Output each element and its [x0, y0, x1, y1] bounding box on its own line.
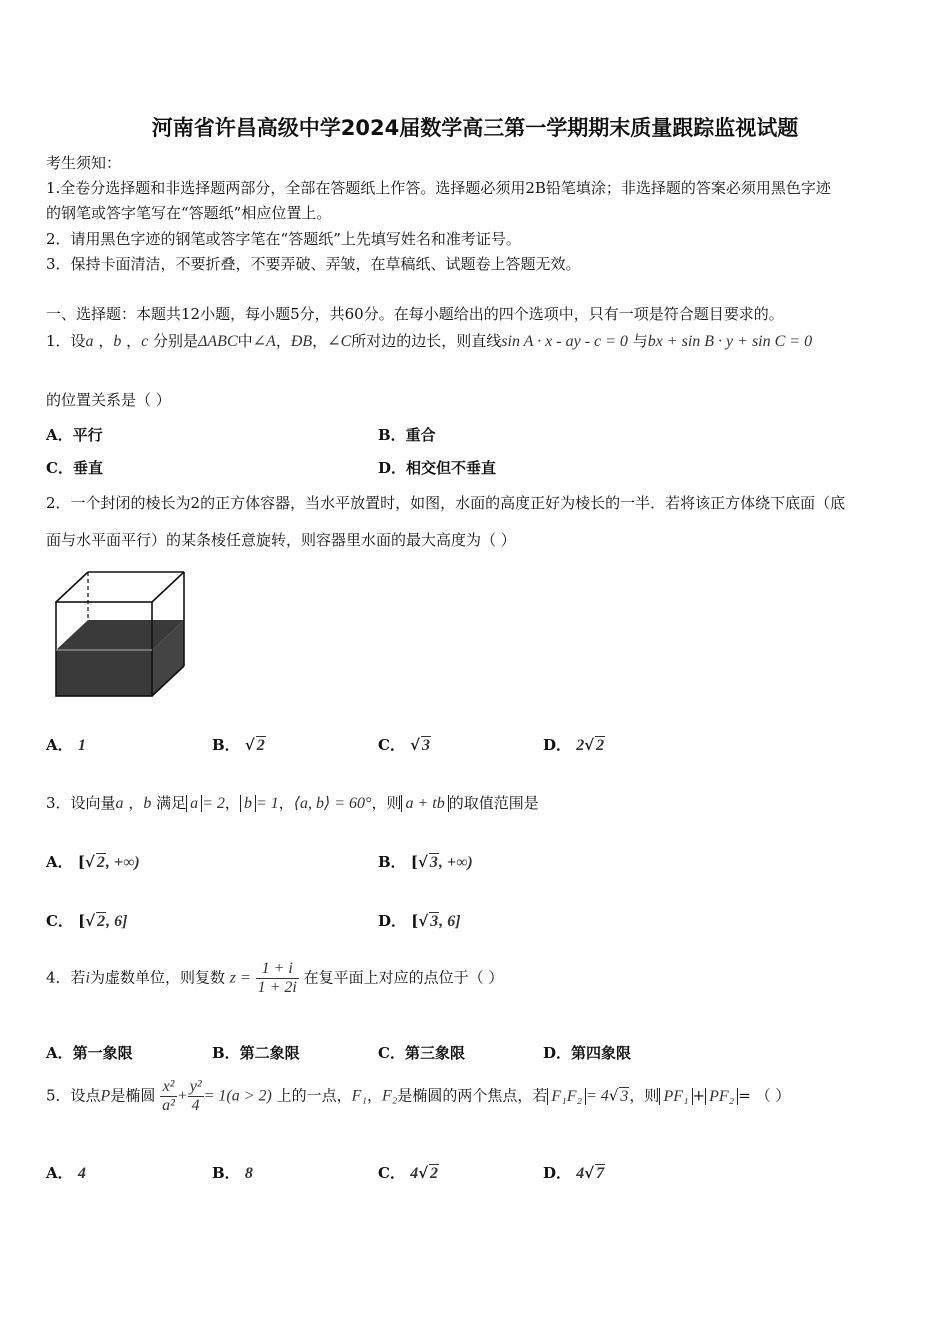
notice-item-3: 3．保持卡面清洁，不要折叠，不要弄破、弄皱，在草稿纸、试题卷上答题无效。 — [46, 255, 581, 273]
question-2-line-2: 面与水平面平行）的某条棱任意旋转，则容器里水面的最大高度为（ ） — [46, 531, 516, 549]
q2-option-b[interactable]: B． √ 2 — [212, 736, 265, 754]
question-1-stem: 1．设a ，b ，c 分别是ΔABC中∠A，ÐB，∠C所对边的边长，则直线sin A · x - ay - c = 0 与bx + sin B · y + sin C = 0 — [46, 332, 813, 350]
notice-item-1a: 1.全卷分选择题和非选择题两部分，全部在答题纸上作答。选择题必须用2B铅笔填涂；非选择题的答案必须用黑色字迹 — [46, 179, 831, 197]
question-2-line-1: 2．一个封闭的棱长为2的正方体容器，当水平放置时，如图，水面的高度正好为棱长的一半．若将该正方体绕下底面（底 — [46, 494, 846, 512]
cube-container-figure — [50, 568, 190, 700]
q1-option-c[interactable]: C．垂直 — [46, 459, 103, 477]
q2-option-a[interactable]: A． 1 — [46, 736, 86, 754]
question-1-tail: 的位置关系是（ ） — [46, 391, 171, 409]
q4-option-d[interactable]: D．第四象限 — [543, 1044, 632, 1062]
q5-option-a[interactable]: A． 4 — [46, 1164, 86, 1182]
q4-option-b[interactable]: B．第二象限 — [212, 1044, 300, 1062]
q4-option-c[interactable]: C．第三象限 — [378, 1044, 465, 1062]
q5-option-d[interactable]: D． 4√ 7 — [543, 1164, 605, 1182]
notice-heading: 考生须知： — [46, 154, 122, 172]
notice-item-2: 2．请用黑色字迹的钢笔或答字笔在“答题纸”上先填写姓名和准考证号。 — [46, 230, 521, 248]
section-heading: 一、选择题：本题共12小题，每小题5分，共60分。在每小题给出的四个选项中，只有一项是符合题目要求的。 — [46, 305, 784, 323]
q5-option-b[interactable]: B． 8 — [212, 1164, 253, 1182]
q1-option-b[interactable]: B．重合 — [378, 426, 436, 444]
q5-option-c[interactable]: C． 4√ 2 — [378, 1164, 439, 1182]
q1-option-d[interactable]: D．相交但不垂直 — [378, 459, 497, 477]
q3-option-a[interactable]: A． [√ 2, +∞) — [46, 853, 140, 871]
question-3-stem: 3．设向量a ，b 满足 a = 2， b = 1，⟨a, b⟩ = 60°，则 a + tb 的取值范围是 — [46, 794, 539, 812]
q1-option-a[interactable]: A．平行 — [46, 426, 103, 444]
q3-option-d[interactable]: D． [√ 3, 6] — [378, 912, 461, 930]
q2-option-c[interactable]: C． √ 3 — [378, 736, 431, 754]
question-5-stem: 5．设点P是椭圆 $\frac{\text{x²}}{\text{a²}}$ + $\frac{\text{y²}}{4}$ = 1(a > 2) 上的一点，F₁，F₂是椭圆的两个焦点，若 F₁F₂ = 4√ 3，则 PF₁ + PF₂ = （ ） — [46, 1078, 791, 1114]
page-title: 河南省许昌高级中学2024届数学高三第一学期期末质量跟踪监视试题 — [151, 116, 799, 140]
q2-option-d[interactable]: D． 2√ 2 — [543, 736, 605, 754]
q4-option-a[interactable]: A．第一象限 — [46, 1044, 133, 1062]
q3-option-c[interactable]: C． [√ 2, 6] — [46, 912, 128, 930]
notice-item-1b: 的钢笔或答字笔写在“答题纸”相应位置上。 — [46, 204, 332, 222]
question-4-stem: 4．若i为虚数单位，则复数 z = $\frac{1 + i}{1 + 2i}$ 在复平面上对应的点位于（ ） — [46, 960, 504, 996]
q3-option-b[interactable]: B． [√ 3, +∞) — [378, 853, 473, 871]
